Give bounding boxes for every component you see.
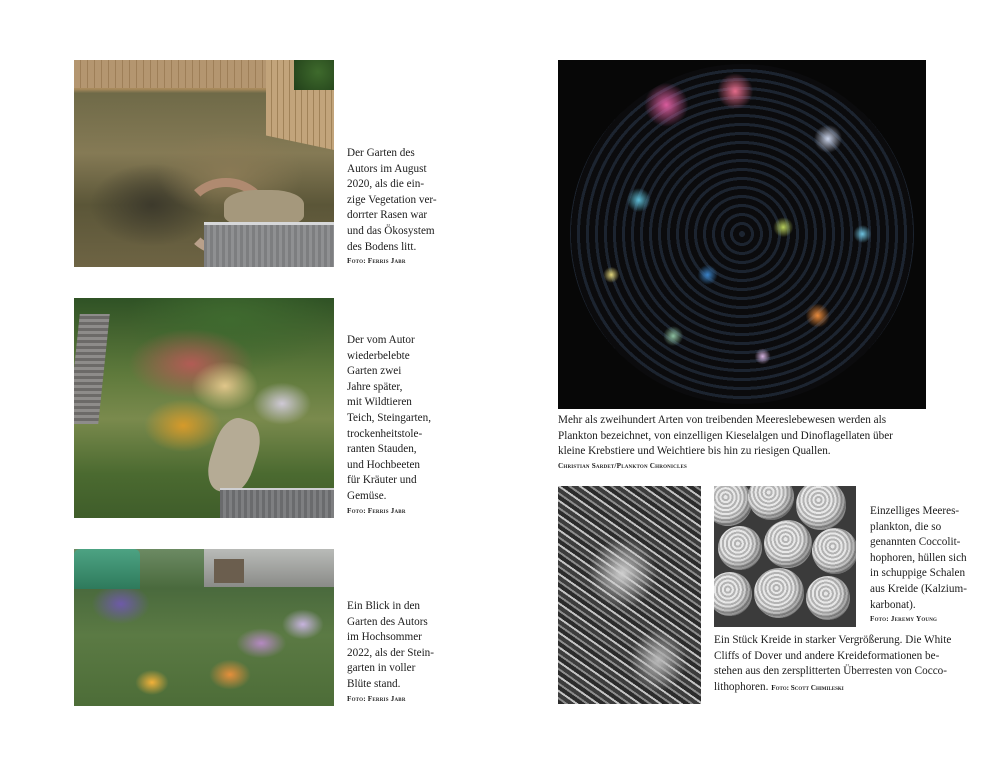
photo-dry-garden-2020	[74, 60, 334, 267]
caption-line: Der vom Autor	[347, 334, 415, 346]
caption-line: Cliffs of Dover und andere Kreideformationen be-	[714, 649, 940, 662]
caption-line: ranten Stauden,	[347, 443, 417, 456]
caption-line: dorrter Rasen war	[347, 209, 428, 222]
caption-line: plankton, die so	[870, 520, 942, 533]
caption-line: Ein Stück Kreide in starker Vergrößerung. Die White	[714, 634, 952, 646]
caption-line: mit Wildtieren	[347, 396, 412, 409]
photo-summer-garden-2022	[74, 549, 334, 706]
caption-line: stehen aus den zersplitterten Überresten von Cocco-	[714, 665, 947, 678]
caption-line: aus Kreide (Kalzium-	[870, 582, 967, 595]
caption-line: Blüte stand.	[347, 677, 401, 690]
photo-plankton-collage	[558, 60, 926, 409]
caption-line: Plankton bezeichnet, von einzelligen Kieselalgen und Dinoflagellaten über	[558, 429, 893, 442]
caption-coccolith	[870, 504, 967, 625]
caption-line: Der Garten des	[347, 147, 415, 159]
caption-line: und Hochbeeten	[347, 458, 421, 471]
caption-line: 2022, als der Stein-	[347, 646, 434, 659]
photo-chalk-sem	[558, 486, 701, 704]
caption-garden-3	[347, 599, 434, 705]
photo-credit: Foto: Ferris Jabr	[347, 506, 406, 515]
caption-line: zige Vegetation ver-	[347, 193, 437, 206]
caption-line: im Hochsommer	[347, 631, 422, 644]
photo-revived-garden	[74, 298, 334, 518]
caption-line: Einzelliges Meeres-	[870, 505, 960, 517]
caption-line: karbonat).	[870, 598, 916, 611]
caption-line: Garten des Autors	[347, 615, 428, 628]
caption-line: des Bodens litt.	[347, 240, 417, 253]
caption-line: Jahre später,	[347, 380, 403, 393]
caption-line: Mehr als zweihundert Arten von treibenden Meereslebewesen werden als	[558, 414, 887, 426]
caption-line: kleine Krebstiere und Weichtiere bis hin zu riesigen Quallen.	[558, 445, 831, 458]
photo-coccolithophores-sem	[714, 486, 856, 627]
photo-credit: Foto: Ferris Jabr	[347, 257, 406, 266]
caption-garden-1	[347, 146, 437, 267]
caption-line: Garten zwei	[347, 365, 402, 378]
caption-chalk	[714, 633, 951, 696]
caption-text: lithophoren.	[714, 680, 769, 693]
caption-line: trockenheitstole-	[347, 427, 423, 440]
caption-line: Teich, Steingarten,	[347, 411, 432, 424]
caption-plankton	[558, 413, 893, 472]
caption-line: garten in voller	[347, 662, 416, 675]
caption-line: für Kräuter und	[347, 474, 417, 487]
caption-line: Gemüse.	[347, 489, 387, 502]
photo-credit: Foto: Scott Chimileski	[771, 683, 844, 692]
caption-garden-2	[347, 333, 431, 517]
caption-line: und das Ökosystem	[347, 224, 435, 237]
caption-line: in schuppige Schalen	[870, 567, 966, 580]
photo-credit: Christian Sardet/Plankton Chronicles	[558, 461, 687, 470]
caption-line: 2020, als die ein-	[347, 178, 425, 191]
caption-line: genannten Coccolit-	[870, 536, 961, 549]
photo-credit: Foto: Ferris Jabr	[347, 694, 406, 703]
caption-line: Ein Blick in den	[347, 600, 421, 612]
caption-line: Autors im August	[347, 162, 427, 175]
photo-credit: Foto: Jeremy Young	[870, 615, 938, 624]
caption-line: hophoren, hüllen sich	[870, 551, 967, 564]
caption-line: wiederbelebte	[347, 349, 410, 362]
caption-line	[714, 680, 951, 697]
